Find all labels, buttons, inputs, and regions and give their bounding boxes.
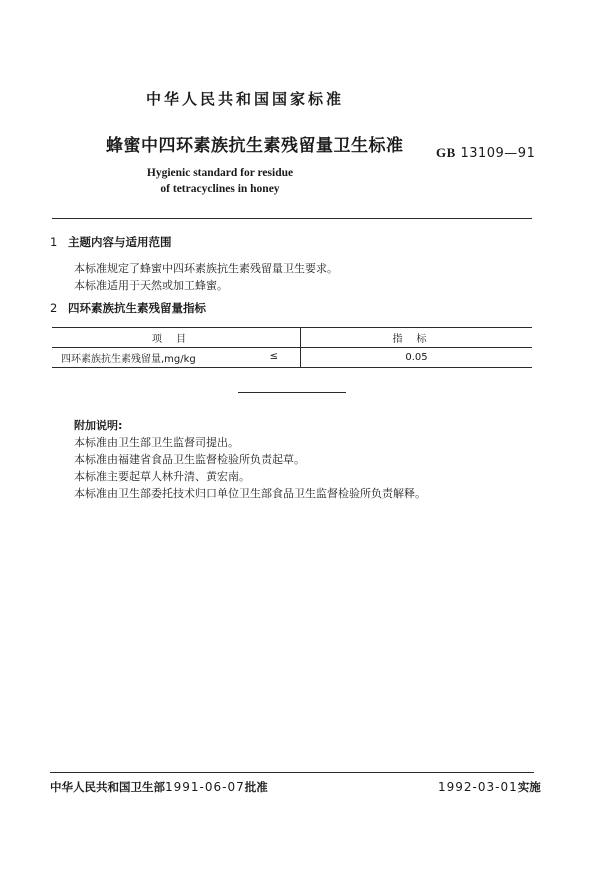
approval-date: 1991-06-07	[165, 780, 245, 794]
standard-code-number: 13109—91	[460, 146, 536, 161]
table-row	[52, 348, 532, 368]
header-divider	[52, 218, 532, 219]
english-title-line-2: of tetracyclines in honey	[160, 183, 280, 195]
table-header-row	[52, 328, 532, 348]
table-cell-value: 0.05	[405, 352, 428, 363]
note-line: 本标准主要起草人林升清、黄宏南。	[74, 470, 250, 483]
effective-label: 实施	[517, 780, 541, 794]
table-cell-item	[52, 348, 301, 368]
table-header-item: 项目	[52, 328, 301, 348]
national-standard-label: 中华人民共和国国家标准	[145, 90, 344, 108]
section-1-paragraph: 本标准适用于天然或加工蜂蜜。	[74, 279, 228, 292]
note-line: 本标准由卫生部卫生监督司提出。	[74, 436, 239, 449]
notes-heading: 附加说明:	[74, 419, 123, 432]
note-line: 本标准由卫生部委托技术归口单位卫生部食品卫生监督检验所负责解释。	[74, 487, 426, 500]
section-number: 2	[50, 301, 58, 315]
less-equal-operator: ≤	[269, 351, 278, 362]
section-1-heading	[50, 234, 172, 250]
effective-info	[438, 779, 541, 795]
standard-code-prefix: GB	[436, 145, 456, 160]
section-number: 1	[50, 235, 58, 249]
section-1-paragraph: 本标准规定了蜂蜜中四环素族抗生素残留量卫生要求。	[74, 262, 338, 275]
section-title: 四环素族抗生素残留量指标	[68, 301, 206, 315]
section-2-heading	[50, 300, 206, 316]
standard-code	[436, 145, 535, 161]
table-header-value: 指标	[392, 334, 441, 345]
approval-label: 批准	[244, 780, 268, 794]
note-line: 本标准由福建省食品卫生监督检验所负责起草。	[74, 453, 305, 466]
approval-info	[50, 779, 268, 795]
footer-divider	[50, 772, 534, 773]
english-title-line-1: Hygienic standard for residue	[146, 167, 294, 179]
effective-date: 1992-03-01	[438, 780, 518, 794]
residue-limit-table	[52, 327, 532, 368]
english-title	[100, 165, 340, 197]
item-name: 四环素族抗生素残留量,mg/kg	[61, 354, 196, 365]
end-of-content-rule	[238, 392, 346, 393]
document-title: 蜂蜜中四环素族抗生素残留量卫生标准	[106, 136, 404, 156]
approval-org: 中华人民共和国卫生部	[50, 780, 165, 794]
section-title: 主题内容与适用范围	[68, 235, 172, 249]
